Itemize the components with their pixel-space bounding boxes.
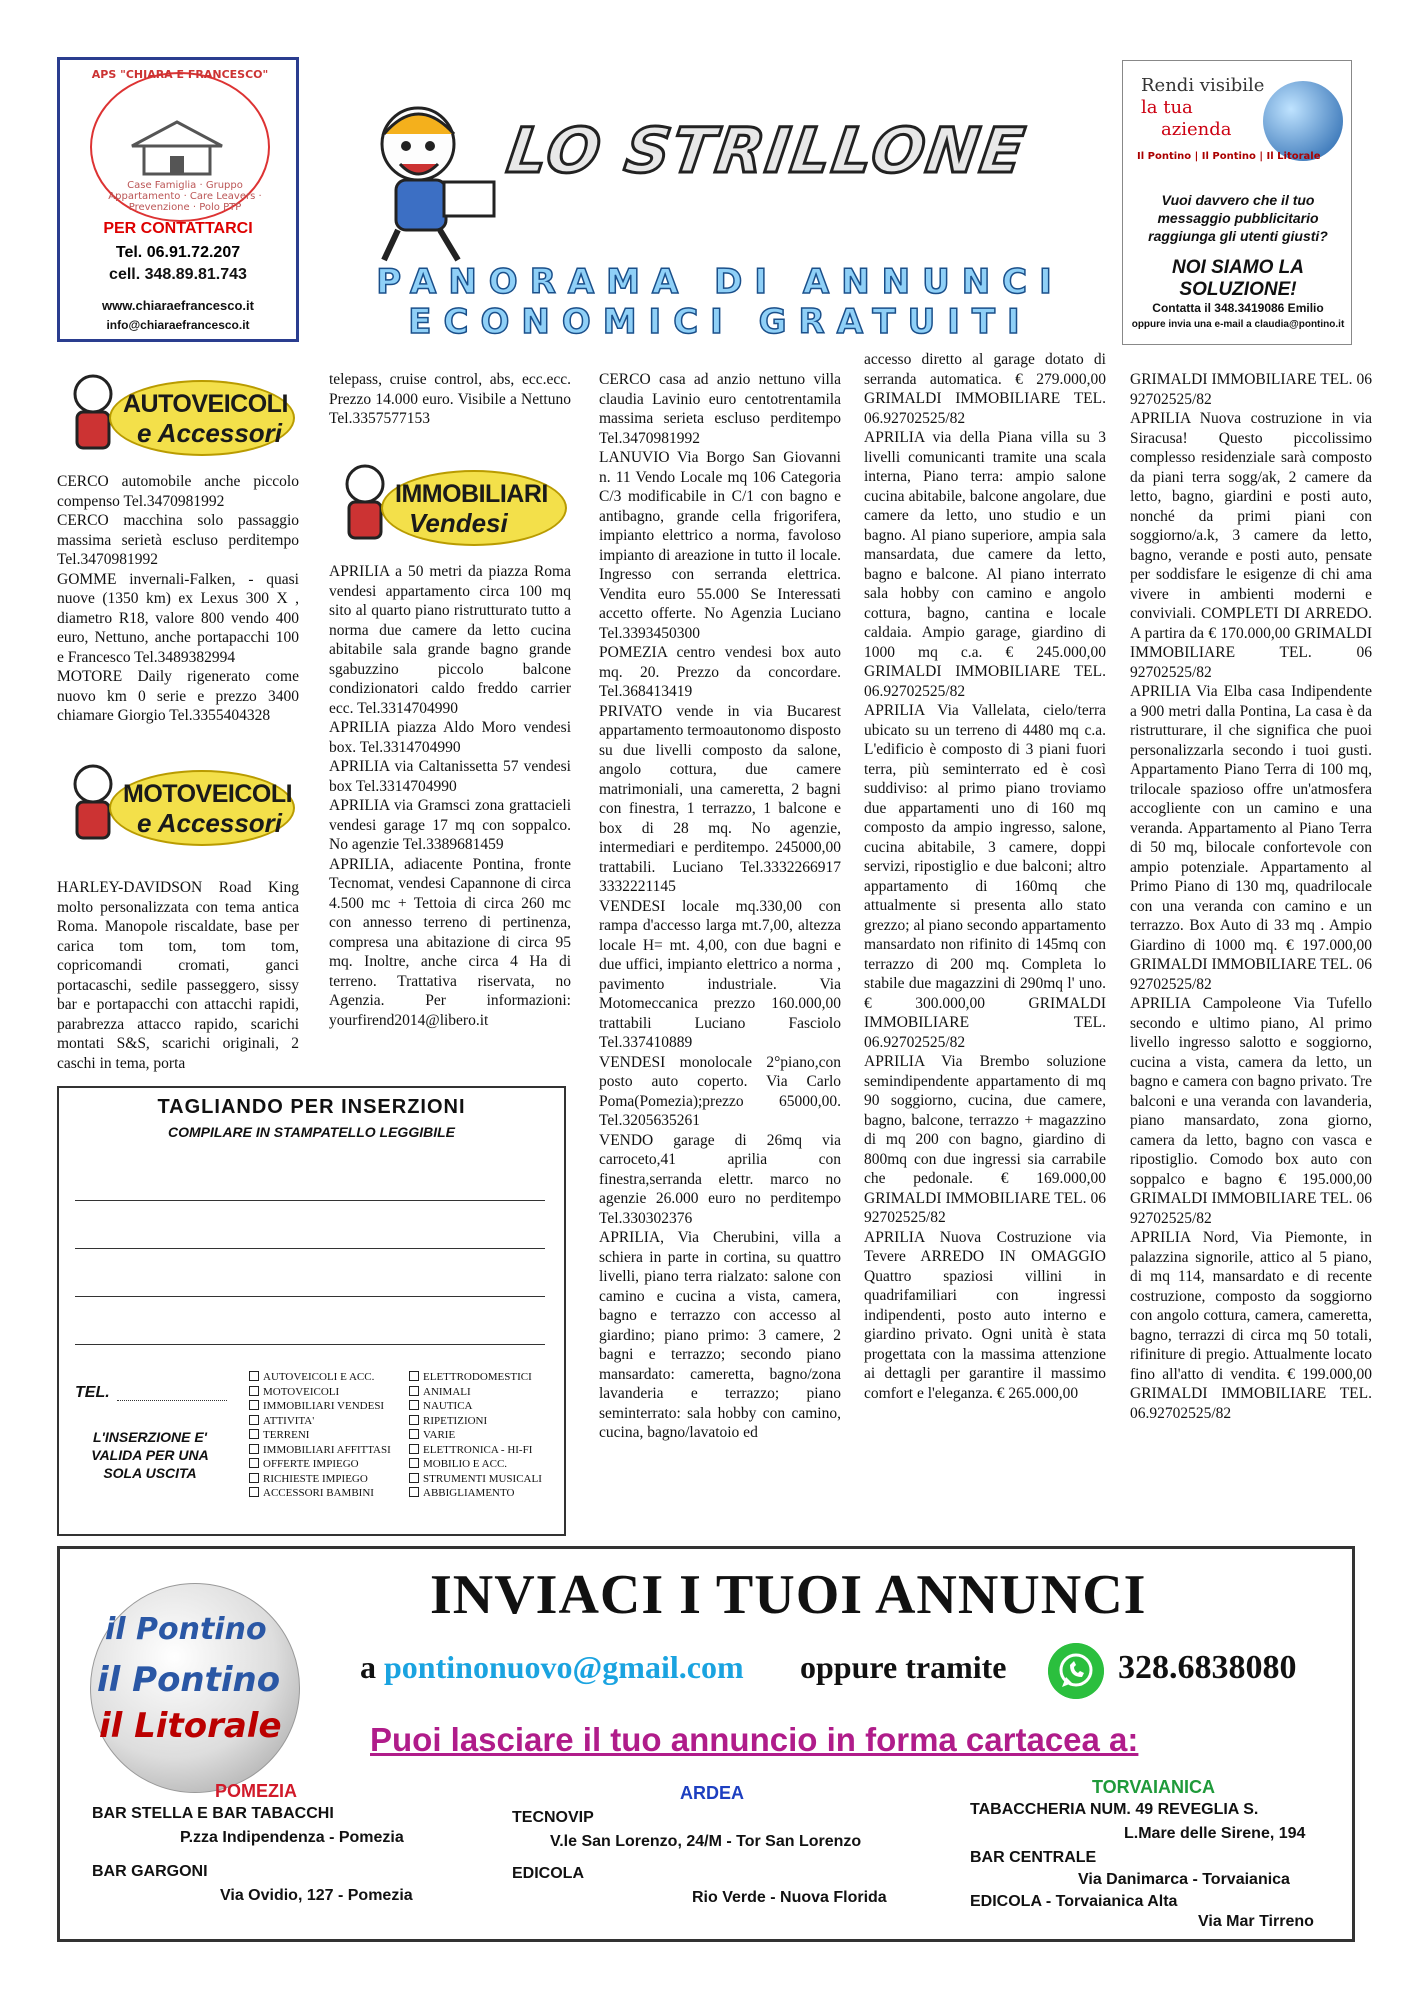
section-title: AUTOVEICOLI [123,390,288,418]
city-pomezia: POMEZIA [215,1781,298,1801]
classified-ad: APRILIA piazza Aldo Moro vendesi box. Tel.3314704990 [329,719,571,756]
category-checkbox[interactable] [409,1443,542,1458]
shop-pomezia-1: BAR STELLA E BAR TABACCHI [92,1805,334,1822]
category-checkbox[interactable] [249,1370,391,1385]
coupon-tel-field[interactable] [117,1400,227,1401]
checkbox-icon[interactable] [249,1458,259,1468]
masthead [318,64,1098,264]
newspaper-badges: Il Pontino | Il Pontino | Il Litorale [1137,151,1321,162]
checkbox-icon[interactable] [409,1458,419,1468]
insertion-coupon [57,1086,566,1536]
coupon-write-line[interactable] [75,1248,545,1249]
banner-email-line [360,1649,744,1686]
shop-torvaianica-3-address: Via Mar Tirreno [1198,1913,1314,1930]
ad-contact-email: oppure invia una e-mail a claudia@pontino.it [1131,319,1345,330]
coupon-categories-a [249,1370,391,1501]
coupon-title: TAGLIANDO PER INSERZIONI [157,1096,466,1118]
category-checkbox[interactable] [249,1428,391,1443]
shop-torvaianica-1-address: L.Mare delle Sirene, 194 [1124,1825,1306,1842]
association-box [57,57,299,342]
category-label: MOBILIO E ACC. [423,1458,508,1470]
checkbox-icon[interactable] [249,1400,259,1410]
banner-drop-off: Puoi lasciare il tuo annuncio in forma cartacea a: [370,1721,1139,1758]
classified-ad: GOMME invernali-Falken, - quasi nuove (1350 km) ex Lexus 300 X , diametro R18, valore 800 vendo 400 euro, Nettuno, anche portapacchi 100 e Francesco Tel.3489382994 [57,570,299,666]
category-label: ATTIVITA' [263,1414,315,1427]
shop-ardea-1: TECNOVIP [512,1809,594,1826]
checkbox-icon[interactable] [249,1473,259,1483]
category-label: ELETTRODOMESTICI [423,1371,532,1383]
masthead-subtitle-line1: PANORAMA DI ANNUNCI [376,262,1064,302]
checkbox-icon[interactable] [249,1386,259,1396]
checkbox-icon[interactable] [409,1371,419,1381]
section-motoveicoli [57,758,299,853]
classified-ad: VENDO garage di 26mq via carroceto,41 aprilia con finestra,serranda elettr. marco no agenzie 26.000 euro no perditempo Tel.330302376 [599,1131,841,1227]
classified-ad: APRILIA Nuova costruzione in via Siracusa! Questo piccolissimo complesso residenziale sarà composto da piani terra sogg/ak, 2 camere da letto, bagno, giardini e posti auto, nonché da primi piani con soggiorno/a.k, 3 camere da letto, bagno, verande e posti auto, pensate per soddisfare le esigenze di chi ama vivere in ambienti moderni e conviviali. COMPLETI DI ARREDO. A partira da € 170.000,00 GRIMALDI IMMOBILIARE TEL. 06 92702525/82 [1130,410,1372,681]
city-torvaianica: TORVAIANICA [1092,1777,1216,1797]
masthead-title: LO STRILLONE [502,114,1031,187]
classified-ad: APRILIA Via Vallelata, cielo/terra ubicato su un terreno di 4480 mq c.a. L'edificio è composto di 3 piani fuori terra, più seminterrato ed è così suddiviso: al primo piano troviamo due appartamenti uno di 160 mq composto da ampio ingresso, salone, cucina abitabile, 3 camere, doppi servizi, ripostiglio e due balconi; altro appartamento di 160mq che attualmente si presenta allo stato grezzo; al piano secondo appartamento mansardato non rifinito di 145mq con terrazzo di 200 mq. Completa lo stabile due magazzini di 290mq l' uno.€ 300.000,00 GRIMALDI IMMOBILIARE TEL. 06.92702525/82 [864,702,1106,1051]
banner-a: a [360,1649,376,1685]
classified-ad: APRILIA Nuova Costruzione via Tevere ARREDO IN OMAGGIO Quattro spaziosi villini in quadrifamiliari con ingressi indipendenti, posto auto interno e giardino privato. Ogni unità è stata progettata con la massima attenzione ai dettagli per garantire il massimo comfort e l'eleganza. € 265.000,00 [864,1228,1106,1402]
category-checkbox[interactable] [409,1486,542,1501]
classified-ad: HARLEY-DAVIDSON Road King molto personalizzata con tema antica Roma. Manopole riscaldate, base per carica tom tom, tom tom, copricomandi cromati, ganci portacaschi, sedile passeggero, sissy bar e portapacchi con attacchi rapidi, parabrezza attacco rapido, scarichi montati S&S, scarichi originali, 2 caschi in tema, porta [57,879,299,1072]
classified-ad: APRILIA a 50 metri da piazza Roma vendesi appartamento circa 100 mq sito al quarto piano ristrutturato tutto a norma due camere da letto cucina abitabile sala grande bagno grande sgabuzzino piccolo balcone condizionatori caldo freddo carrier ecc. Tel.3314704990 [329,563,571,717]
category-checkbox[interactable] [409,1457,542,1472]
newsboy-mascot-icon [348,94,508,264]
banner-email-link[interactable]: pontinonuovo@gmail.com [384,1649,744,1685]
category-label: ACCESSORI BAMBINI [263,1487,374,1499]
column-4 [864,350,1106,1403]
category-label: STRUMENTI MUSICALI [423,1472,542,1485]
globe-text-1: il Pontino [105,1612,267,1647]
column-2-top [329,370,571,429]
classified-ad: accesso diretto al garage dotato di serranda automatica. € 279.000,00 GRIMALDI IMMOBILIARE TEL. 06.92702525/82 [864,351,1106,427]
category-label: IMMOBILIARI VENDESI [263,1400,385,1412]
category-checkbox[interactable] [409,1414,542,1429]
category-label: ANIMALI [423,1385,471,1398]
category-label: AUTOVEICOLI E ACC. [263,1371,375,1383]
classified-ad: MOTORE Daily rigenerato come nuovo km 0 serie e prezzo 3400 chiamare Giorgio Tel.3355404328 [57,668,299,724]
shop-ardea-2-address: Rio Verde - Nuova Florida [692,1889,887,1906]
classified-ad: APRILIA via Gramsci zona grattacieli vendesi garage 17 mq con soppalco. No agenzie Tel.3389681459 [329,797,571,853]
checkbox-icon[interactable] [409,1400,419,1410]
classified-ad: APRILIA Via Brembo soluzione semindipendente appartamento di mq 90 soggiorno, cucina, due camere, bagno, balcone, terrazzo + magazzino di mq 200 con bagno, giardino di 800mq con due ingressi sia carrabile che pedonale. € 169.000,00 GRIMALDI IMMOBILIARE TEL. 06 92702525/82 [864,1053,1106,1226]
category-checkbox[interactable] [249,1443,391,1458]
classified-ad: APRILIA via della Piana villa su 3 livelli comunicanti tramite una scala interna, Piano terra: ampio salone cucina abitabile, balcone angolare, due camere da letto, uno studio e un bagno. Al piano superiore, ampia sala mansardata, due camere da letto, bagno e balcone. Al piano interrato sala hobby con camino e angolo cottura, bagno, cantina e locale caldaia. Ampio garage, giardino di 1000 mq c.a. € 245.000,00 GRIMALDI IMMOBILIARE TEL. 06.92702525/82 [864,429,1106,700]
shop-ardea-2: EDICOLA [512,1865,584,1882]
category-checkbox[interactable] [409,1428,542,1443]
category-label: ABBIGLIAMENTO [423,1487,515,1499]
checkbox-icon[interactable] [409,1386,419,1396]
classified-ad: VENDESI locale mq.330,00 con rampa d'accesso larga mt.7,00, altezza locale H= mt. 4,00, con due bagni e due uffici, impianto elettrico a norma , pavimento industriale. Via Motomeccanica prezzo 160.000,00 trattabili Luciano Fasciolo Tel.337410889 [599,897,841,1051]
banner-phone[interactable]: 328.6838080 [1118,1649,1297,1686]
globe-text-2: il Pontino [97,1660,281,1700]
section-autoveicoli [57,368,299,463]
section-title: IMMOBILIARI [395,480,548,508]
category-label: RIPETIZIONI [423,1414,488,1427]
contact-title: PER CONTATTARCI [103,220,253,237]
category-checkbox[interactable] [249,1472,391,1487]
city-ardea: ARDEA [680,1783,745,1803]
banner-title: INVIACI I TUOI ANNUNCI [430,1564,1147,1626]
column-immobiliari [329,562,571,1030]
ad-line2: la tua [1141,97,1193,118]
classified-ad: APRILIA Via Elba casa Indipendente a 900 metri dalla Pontina, La casa è da ristrutturare, il che significa che puoi personalizzarla secondo i tuoi gusti. Appartamento Piano Terra di 100 mq, trilocale spazioso offre un'atmosfera accogliente con un camino e una veranda. Appartamento al Piano Terra di 50 mq, bilocale confortevole con ampio potenziale. Appartamento al Primo Piano di 130 mq, quadrilocale con una veranda con camino e un terrazzo. Box Auto di 33 mq . Ampio Giardino di 1000 mq. € 197.000,00 GRIMALDI IMMOBILIARE TEL. 06 92702525/82 [1130,683,1372,993]
association-name: APS "CHIARA E FRANCESCO" [91,68,269,81]
contact-cell: cell. 348.89.81.743 [109,266,247,283]
category-label: OFFERTE IMPIEGO [263,1458,359,1470]
coupon-tel-label: TEL. [75,1384,110,1401]
classified-ad: GRIMALDI IMMOBILIARE TEL. 06 92702525/82 [1130,371,1372,408]
category-label: MOTOVEICOLI [263,1385,340,1398]
category-checkbox[interactable] [249,1486,391,1501]
ad-question: Vuoi davvero che il tuo messaggio pubblicitario raggiunga gli utenti giusti? [1148,192,1328,244]
checkbox-icon[interactable] [409,1429,419,1439]
classified-ad: APRILIA Campoleone Via Tufello secondo e ultimo piano, Al primo livello ingresso salotto e soggiorno, cucina a vista, camera da letto, un bagno e camera con bagno privato. Tre balconi e una veranda con lavanderia, piano mansardato, zona giorno, camera da letto, bagno con vasca e ripostiglio. Comodo box auto con soppalco e bagno € 195.000,00 GRIMALDI IMMOBILIARE TEL. 06 92702525/82 [1130,995,1372,1227]
shop-pomezia-2-address: Via Ovidio, 127 - Pomezia [220,1887,413,1904]
section-immobiliari [329,458,571,553]
advertising-box [1122,60,1352,345]
classified-ad: PRIVATO vende in via Bucarest appartamento termoautonomo disposto su due livelli composto da salone, angolo cottura, due camere matrimoniali, una cameretta, 2 bagni con finestra, 1 terrazzo, 1 balcone e box di 28 mq. No agenzie, intermediari e perditempo. 245000,00 trattabili. Luciano Tel.3332266917 3332221145 [599,702,841,895]
ad-contact: Contatta il 348.3419086 Emilio [1152,301,1324,315]
ad-line3: azienda [1161,119,1232,140]
category-checkbox[interactable] [249,1399,391,1414]
classified-ad: VENDESI monolocale 2°piano,con posto auto coperto. Via Carlo Poma(Pomezia);prezzo 65000,00. Tel.3205635261 [599,1053,841,1129]
category-label: NAUTICA [423,1400,473,1412]
pontino-globe-logo [90,1583,300,1793]
category-label: RICHIESTE IMPIEGO [263,1472,368,1485]
checkbox-icon[interactable] [249,1371,259,1381]
coupon-note: L'INSERZIONE E' VALIDA PER UNA SOLA USCITA [91,1429,209,1481]
shop-pomezia-2: BAR GARGONI [92,1863,208,1880]
category-label: IMMOBILIARI AFFITTASI [263,1443,391,1456]
column-motoveicoli [57,878,299,1073]
ad-solution: NOI SIAMO LA SOLUZIONE! [1172,257,1304,300]
checkbox-icon[interactable] [249,1487,259,1497]
category-checkbox[interactable] [249,1414,391,1429]
category-checkbox[interactable] [409,1472,542,1487]
banner-oppure: oppure tramite [800,1649,1007,1685]
coupon-subtitle: COMPILARE IN STAMPATELLO LEGGIBILE [168,1124,455,1140]
send-ads-banner [57,1546,1355,1942]
coupon-categories-b [409,1370,542,1501]
shop-torvaianica-2-address: Via Danimarca - Torvaianica [1078,1871,1290,1888]
classified-ad: POMEZIA centro vendesi box auto mq. 20. Prezzo da concordare. Tel.368413419 [599,644,841,700]
shop-pomezia-1-address: P.zza Indipendenza - Pomezia [180,1829,404,1846]
column-3 [599,370,841,1443]
category-label: ELETTRONICA - HI-FI [423,1443,533,1456]
checkbox-icon[interactable] [409,1487,419,1497]
ad-line1: Rendi visibile [1141,75,1265,96]
classified-ad: CERCO casa ad anzio nettuno villa claudia Lavinio euro centotrentamila massima serieta escluso perditempo Tel.3470981992 [599,371,841,447]
globe-icon [1263,81,1343,161]
checkbox-icon[interactable] [409,1473,419,1483]
checkbox-icon[interactable] [249,1429,259,1439]
shop-ardea-1-address: V.le San Lorenzo, 24/M - Tor San Lorenzo [550,1833,862,1850]
checkbox-icon[interactable] [409,1415,419,1425]
shop-torvaianica-2: BAR CENTRALE [970,1849,1097,1866]
contact-email-link[interactable]: info@chiaraefrancesco.it [106,318,250,332]
globe-text-3: il Litorale [99,1706,282,1746]
category-label: TERRENI [263,1429,310,1441]
coupon-write-line[interactable] [75,1200,545,1201]
category-label: VARIE [423,1429,456,1441]
contact-tel: Tel. 06.91.72.207 [115,244,241,261]
masthead-subtitle-line2: ECONOMICI GRATUITI [408,302,1032,342]
shop-torvaianica-3: EDICOLA - Torvaianica Alta [970,1893,1178,1910]
shop-torvaianica-1: TABACCHERIA NUM. 49 REVEGLIA S. [970,1801,1259,1818]
section-subtitle: e Accessori [137,808,283,838]
category-checkbox[interactable] [409,1370,542,1385]
classified-ad: APRILIA, adiacente Pontina, fronte Tecnomat, vendesi Capannone di circa 4.500 mc + Tettoia di circa 260 mc con annesso terreno di pertinenza, compresa una abitazione di circa 95 mq. Inoltre, anche circa 4 Ha di terreno. Trattativa riservata, no Agenzia. Per informazioni: yourfirend2014@libero.it [329,855,571,1029]
classified-ad: APRILIA via Caltanissetta 57 vendesi box Tel.3314704990 [329,758,571,795]
classified-ad: CERCO macchina solo passaggio massima serietà escluso perditempo Tel.3470981992 [57,512,299,568]
coupon-write-line[interactable] [75,1344,545,1345]
classified-ad: telepass, cruise control, abs, ecc.ecc. Prezzo 14.000 euro. Visibile a Nettuno Tel.3357577153 [329,371,571,427]
classified-ad: CERCO automobile anche piccolo compenso Tel.3470981992 [57,473,299,510]
house-icon [122,118,232,178]
column-autoveicoli [57,472,299,726]
category-checkbox[interactable] [409,1385,542,1400]
section-title: MOTOVEICOLI [123,780,293,808]
classified-ad: LANUVIO Via Borgo San Giovanni n. 11 Vendo Locale mq 106 Categoria C/3 modificabile in C/1 con bagno e antibagno, grande cella frigorifera, impianto elettrico a norma, favoloso impianto di areazione in tutto il locale. Ingresso con serranda elettrica. Vendita euro 55.000 Se Interessati accetto offerte. No Agenzia Luciano Tel.3393450300 [599,449,841,642]
section-subtitle: e Accessori [137,418,283,448]
checkbox-icon[interactable] [409,1444,419,1454]
checkbox-icon[interactable] [249,1444,259,1454]
classified-ad: APRILIA Nord, Via Piemonte, in palazzina signorile, attico al 5 piano, di mq 114, mansardato e di recente costruzione, composto da soggiorno con angolo cottura, camera, cameretta, bagno, terrazzi di circa mq 50 totali, rifiniture di pregio. Attualmente locato fino all'atto di vendita. € 199.000,00 GRIMALDI IMMOBILIARE TEL. 06.92702525/82 [1130,1229,1372,1422]
category-checkbox[interactable] [249,1457,391,1472]
column-5 [1130,370,1372,1423]
category-checkbox[interactable] [249,1385,391,1400]
classified-ad: APRILIA, Via Cherubini, villa a schiera in parte in cortina, su quattro livelli, piano terra rialzato: salone con camino e cucina a vista, camera, bagno e terrazzo con accesso al giardino; piano primo: 3 camere, 2 bagni e terrazzo; secondo piano mansardato: cameretta, bagno/zona lavanderia e terrazzo; piano seminterrato: sala hobby con camino, cucina, bagno/lavatoio ed [599,1229,841,1441]
category-checkbox[interactable] [409,1399,542,1414]
contact-website-link[interactable]: www.chiaraefrancesco.it [102,298,254,313]
coupon-write-line[interactable] [75,1296,545,1297]
association-subtitle: Case Famiglia · Gruppo Appartamento · Care Leavers · Prevenzione · Polo PTP [108,180,262,213]
whatsapp-icon [1048,1643,1104,1699]
checkbox-icon[interactable] [249,1415,259,1425]
section-subtitle: Vendesi [409,508,508,538]
